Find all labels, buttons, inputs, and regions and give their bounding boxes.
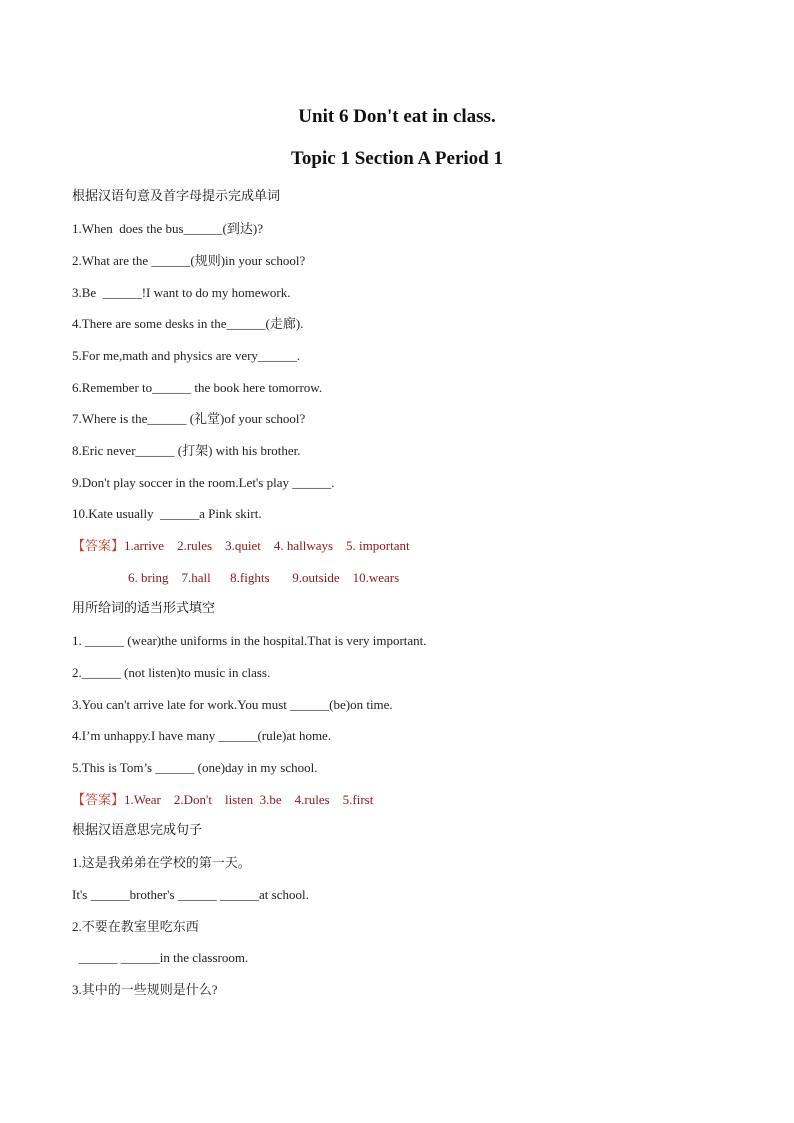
answer-text: 1.arrive 2.rules 3.quiet 4. hallways 5. important — [124, 538, 410, 553]
document-subtitle: Topic 1 Section A Period 1 — [290, 148, 503, 169]
section-heading: 根据汉语意思完成句子 — [72, 823, 203, 838]
exercise-item: ______ ______in the classroom. — [72, 950, 249, 965]
exercise-item: 8.Eric never______ (打架) with his brother. — [72, 443, 301, 458]
exercise-item: It's ______brother's ______ ______at school. — [72, 887, 309, 902]
answer-line: 6. bring 7.hall 8.fights 9.outside 10.wears — [128, 570, 400, 585]
exercise-item: 10.Kate usually ______a Pink skirt. — [72, 506, 262, 521]
exercise-item: 4.There are some desks in the______(走廊). — [72, 316, 304, 331]
document-title: Unit 6 Don't eat in class. — [298, 106, 496, 127]
exercise-item: 2.不要在教室里吃东西 — [72, 919, 199, 934]
answer-line — [72, 792, 373, 808]
exercise-item: 3.Be ______!I want to do my homework. — [72, 285, 291, 300]
section-heading: 根据汉语句意及首字母提示完成单词 — [72, 189, 281, 204]
exercise-item: 2.What are the ______(规则)in your school? — [72, 253, 306, 268]
exercise-item: 9.Don't play soccer in the room.Let's play ______. — [72, 475, 335, 490]
exercise-item: 2.______ (not listen)to music in class. — [72, 665, 271, 680]
exercise-item: 5.This is Tom’s ______ (one)day in my school. — [72, 760, 318, 775]
answer-line — [72, 538, 410, 554]
exercise-item: 1. ______ (wear)the uniforms in the hospital.That is very important. — [72, 633, 427, 648]
exercise-item: 3.其中的一些规则是什么? — [72, 982, 218, 997]
exercise-item: 1.这是我弟弟在学校的第一天。 — [72, 855, 251, 870]
exercise-item: 4.I’m unhappy.I have many ______(rule)at home. — [72, 728, 332, 743]
answer-text: 1.Wear 2.Don't listen 3.be 4.rules 5.first — [124, 792, 374, 807]
section-heading: 用所给词的适当形式填空 — [72, 601, 216, 616]
answer-tag: 【答案】 — [72, 538, 125, 553]
exercise-item: 3.You can't arrive late for work.You must ______(be)on time. — [72, 697, 393, 712]
answer-tag: 【答案】 — [72, 792, 125, 807]
exercise-item: 5.For me,math and physics are very______. — [72, 348, 301, 363]
exercise-item: 7.Where is the______ (礼堂)of your school? — [72, 411, 306, 426]
exercise-item: 1.When does the bus______(到达)? — [72, 221, 263, 236]
exercise-item: 6.Remember to______ the book here tomorrow. — [72, 380, 323, 395]
